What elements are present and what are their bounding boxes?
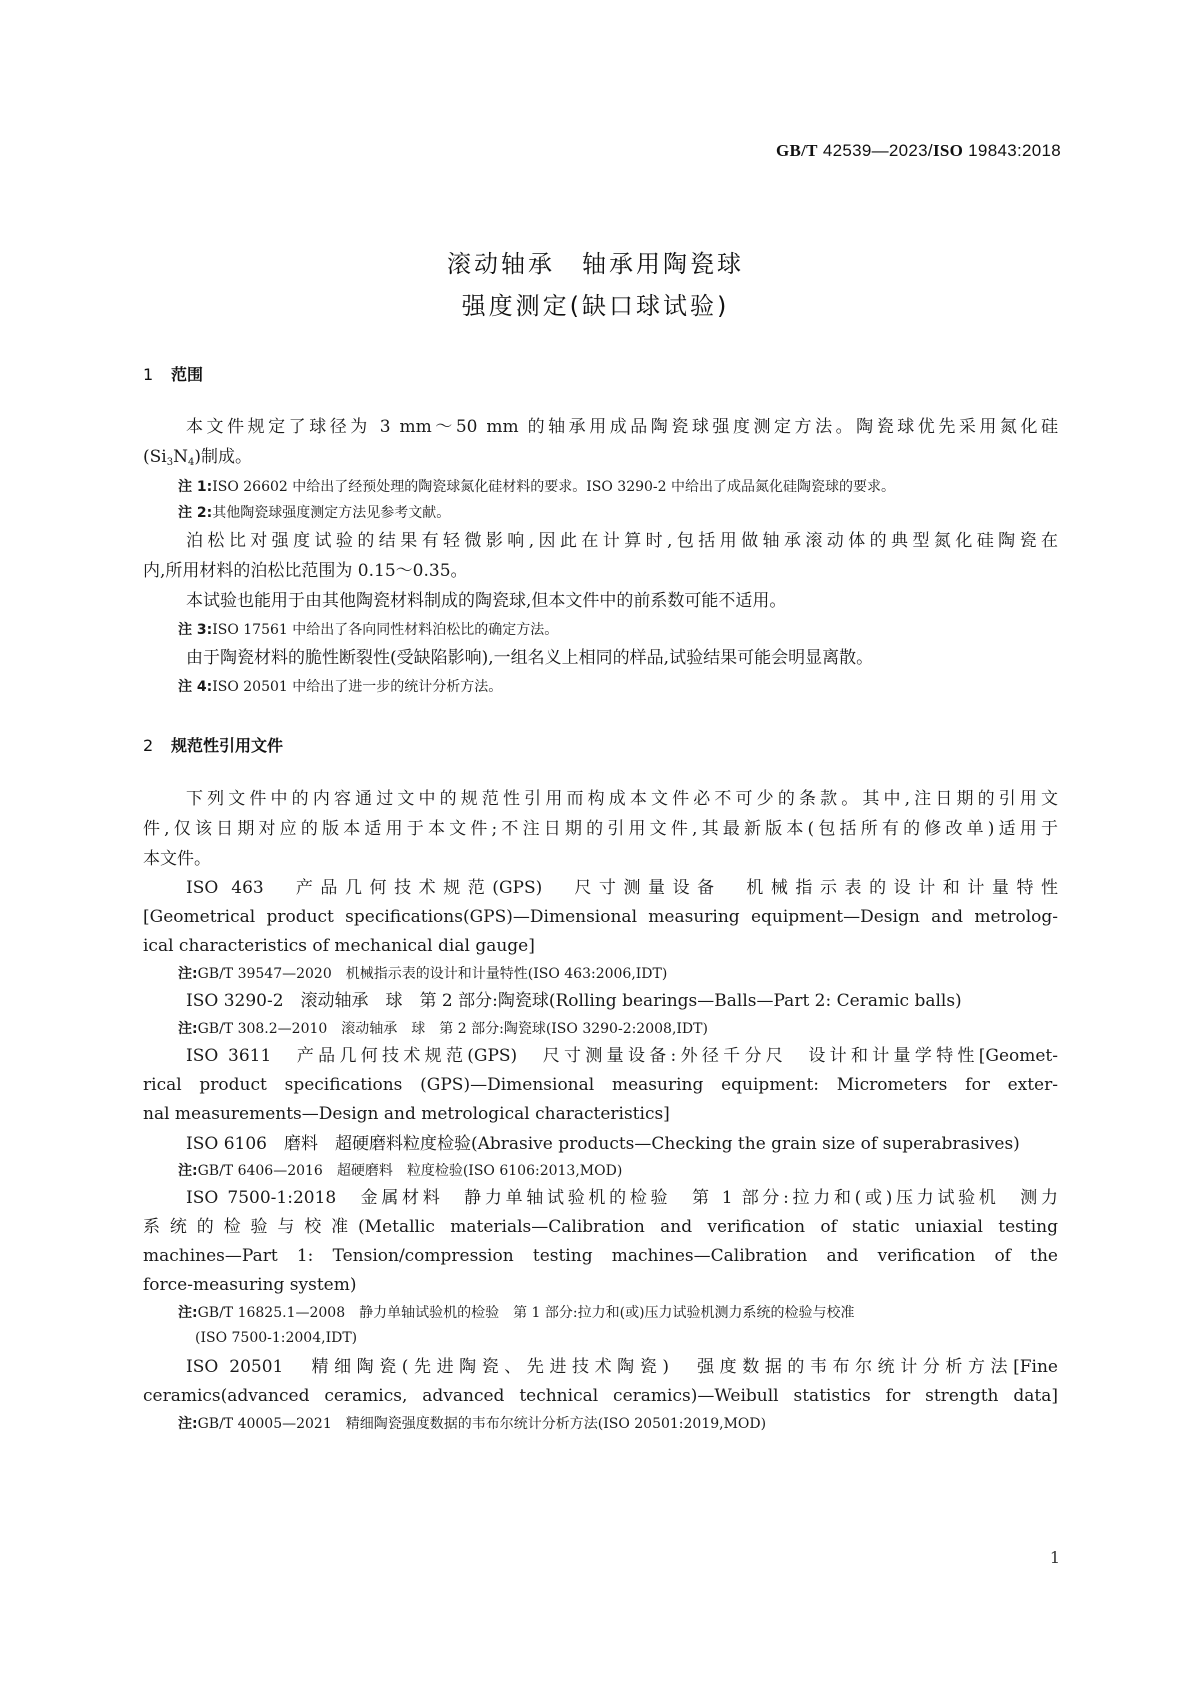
section-2-heading: [143, 733, 283, 756]
standard-code-prefix: GB/T: [775, 141, 818, 160]
standard-code: [776, 141, 1061, 161]
section-title: 范围: [171, 365, 204, 384]
reference-note-continuation: (ISO 7500-1:2004,IDT): [195, 1330, 358, 1346]
section-title: 规范性引用文件: [171, 736, 284, 755]
document-title-line2: 强度测定(缺口球试验): [461, 292, 730, 320]
reference-line: ical characteristics of mechanical dial gauge]: [143, 936, 535, 956]
note-1: 注 1:ISO 26602 中给出了经预处理的陶瓷球氮化硅材料的要求。ISO 3290-2 中给出了成品氮化硅陶瓷球的要求。: [178, 479, 896, 495]
reference-iso-6106: ISO 6106 磨料 超硬磨料粒度检验(Abrasive products—Checking the grain size of superabrasives): [186, 1134, 1020, 1154]
paragraph-line: 本文件规定了球径为 3 mm～50 mm 的轴承用成品陶瓷球强度测定方法。陶瓷球优先采用氮化硅: [186, 417, 1058, 437]
reference-note: 注:GB/T 39547—2020 机械指示表的设计和计量特性(ISO 463:2006,IDT): [178, 966, 668, 982]
standard-code-iso: ISO: [932, 141, 964, 160]
reference-line: 系统的检验与校准(Metallic materials—Calibration and verification of static uniaxial testing: [143, 1217, 1058, 1237]
reference-line: force-measuring system): [143, 1275, 357, 1295]
paragraph-line: $(Si_3N_4)$制成。: [143, 447, 252, 468]
paragraph-line: 件,仅该日期对应的版本适用于本文件;不注日期的引用文件,其最新版本(包括所有的修改单)适用于: [143, 819, 1058, 839]
reference-iso-7500-1: ISO 7500-1:2018 金属材料 静力单轴试验机的检验 第 1 部分:拉力和(或)压力试验机 测力: [186, 1188, 1058, 1208]
paragraph-line: 内,所用材料的泊松比范围为 0.15～0.35。: [143, 561, 468, 581]
standard-code-number: 42539—2023/: [817, 141, 933, 160]
reference-line: nal measurements—Design and metrological characteristics]: [143, 1104, 670, 1124]
paragraph-line: 本试验也能用于由其他陶瓷材料制成的陶瓷球,但本文件中的前系数可能不适用。: [186, 591, 787, 611]
reference-note: 注:GB/T 6406—2016 超硬磨料 粒度检验(ISO 6106:2013,MOD): [178, 1163, 623, 1179]
reference-iso-3290-2: ISO 3290-2 滚动轴承 球 第 2 部分:陶瓷球(Rolling bearings—Balls—Part 2: Ceramic balls): [186, 991, 962, 1011]
paragraph-line: 下列文件中的内容通过文中的规范性引用而构成本文件必不可少的条款。其中,注日期的引用文: [186, 789, 1058, 809]
page-number: 1: [1049, 1548, 1060, 1567]
paragraph-line: 由于陶瓷材料的脆性断裂性(受缺陷影响),一组名义上相同的样品,试验结果可能会明显离散。: [186, 648, 874, 668]
note-4: 注 4:ISO 20501 中给出了进一步的统计分析方法。: [178, 679, 503, 695]
reference-note: 注:GB/T 16825.1—2008 静力单轴试验机的检验 第 1 部分:拉力和(或)压力试验机测力系统的检验与校准: [178, 1305, 855, 1321]
section-number: 2: [143, 736, 154, 755]
note-3: 注 3:ISO 17561 中给出了各向同性材料泊松比的确定方法。: [178, 622, 559, 638]
reference-iso-463: ISO 463 产品几何技术规范(GPS) 尺寸测量设备 机械指示表的设计和计量特性: [186, 878, 1058, 898]
document-title-line1: 滚动轴承 轴承用陶瓷球: [447, 250, 744, 278]
paragraph-line: 泊松比对强度试验的结果有轻微影响,因此在计算时,包括用做轴承滚动体的典型氮化硅陶瓷在: [186, 531, 1058, 551]
reference-note: 注:GB/T 308.2—2010 滚动轴承 球 第 2 部分:陶瓷球(ISO 3290-2:2008,IDT): [178, 1021, 708, 1037]
note-2: 注 2:其他陶瓷球强度测定方法见参考文献。: [178, 505, 451, 521]
paragraph-line: 本文件。: [143, 849, 211, 869]
reference-line: machines—Part 1: Tension/compression testing machines—Calibration and verification of the: [143, 1246, 1058, 1266]
reference-iso-3611: ISO 3611 产品几何技术规范(GPS) 尺寸测量设备:外径千分尺 设计和计量学特性[Geomet-: [186, 1046, 1058, 1066]
reference-line: [Geometrical product specifications(GPS)—Dimensional measuring equipment—Design and metrolog-: [143, 907, 1058, 927]
section-1-heading: [143, 362, 203, 385]
reference-line: rical product specifications (GPS)—Dimensional measuring equipment: Micrometers for exter-: [143, 1075, 1058, 1095]
standard-code-iso-number: 19843:2018: [963, 141, 1061, 160]
section-number: 1: [143, 365, 154, 384]
reference-line: ceramics(advanced ceramics, advanced technical ceramics)—Weibull statistics for strength data]: [143, 1386, 1058, 1406]
reference-note: 注:GB/T 40005—2021 精细陶瓷强度数据的韦布尔统计分析方法(ISO 20501:2019,MOD): [178, 1416, 767, 1432]
reference-iso-20501: ISO 20501 精细陶瓷(先进陶瓷、先进技术陶瓷) 强度数据的韦布尔统计分析方法[Fine: [186, 1357, 1058, 1377]
